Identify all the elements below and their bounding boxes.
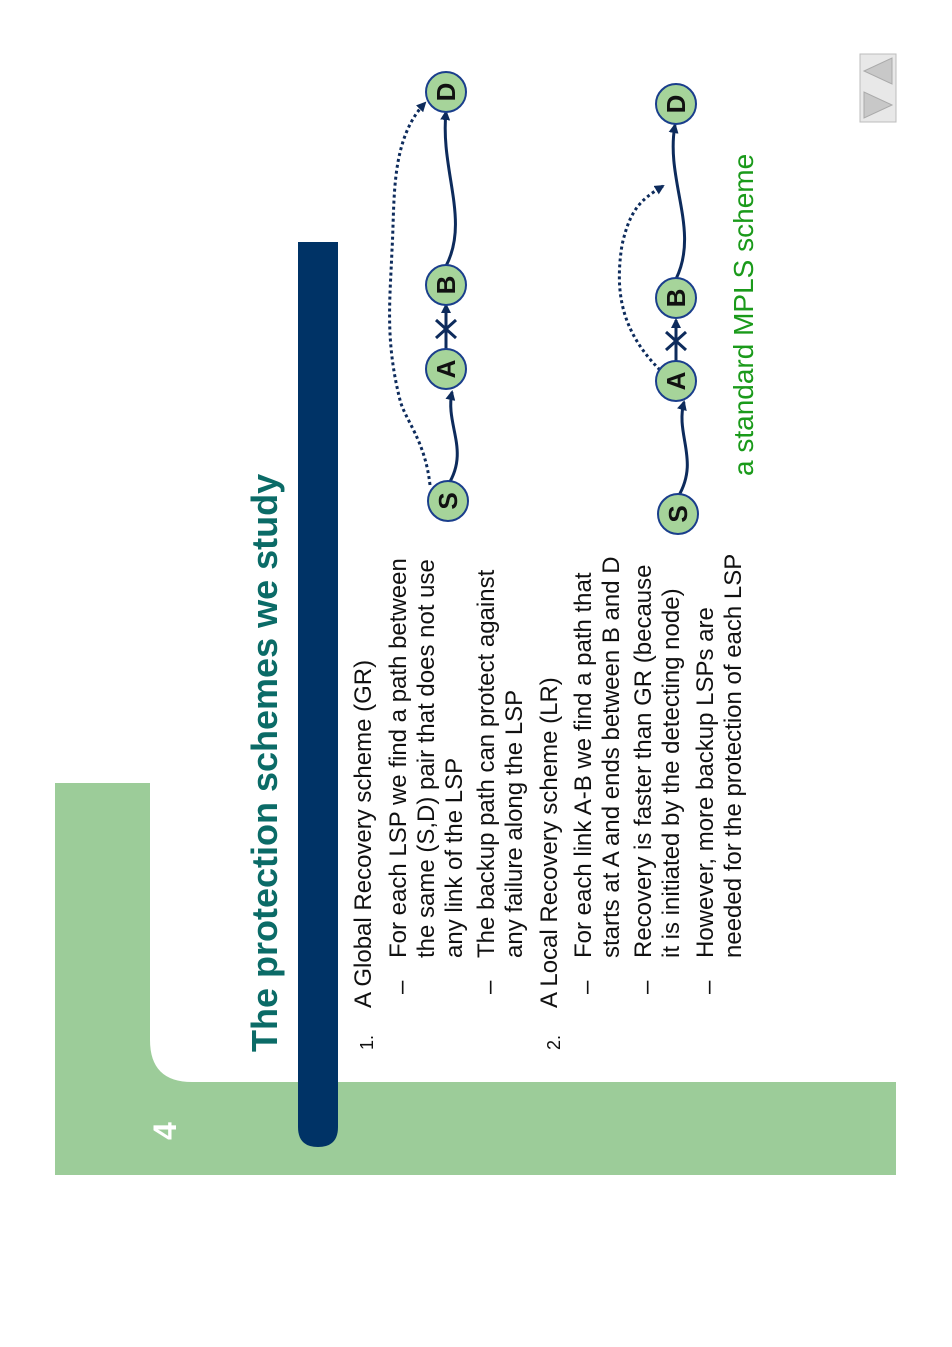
lr-primary-path bbox=[678, 402, 687, 497]
slide-title: The protection schemes we study bbox=[244, 473, 285, 1052]
sub-item-line: any failure along the LSP bbox=[501, 689, 528, 958]
sub-item-line: Recovery is faster than GR (because bbox=[630, 564, 657, 958]
gr-diagram bbox=[390, 72, 468, 521]
node-label: S bbox=[433, 492, 463, 510]
node-label: B bbox=[661, 288, 691, 308]
item-heading: A Local Recovery scheme (LR) bbox=[536, 677, 563, 1008]
nav-arrows-icon[interactable] bbox=[860, 54, 896, 122]
sub-marker: – bbox=[388, 980, 415, 994]
sub-item-line: However, more backup LSPs are bbox=[692, 607, 719, 958]
sub-marker: – bbox=[573, 980, 600, 994]
sub-item-line: For each LSP we find a path between bbox=[385, 558, 412, 958]
lr-diagram bbox=[619, 84, 698, 534]
node-label: B bbox=[431, 275, 461, 295]
node-label: D bbox=[431, 82, 461, 102]
sub-item-line: The backup path can protect against bbox=[473, 569, 500, 958]
sub-item-line: it is initiated by the detecting node) bbox=[658, 588, 685, 958]
lr-primary-path bbox=[673, 125, 684, 279]
gr-backup-path bbox=[390, 103, 430, 485]
node-label: A bbox=[661, 371, 691, 391]
item-marker: 1. bbox=[357, 1034, 377, 1050]
sub-marker: – bbox=[476, 980, 503, 994]
node-label: S bbox=[663, 505, 693, 523]
sub-item-line: For each link A-B we find a path that bbox=[570, 572, 597, 958]
navy-bar bbox=[298, 242, 338, 1147]
item-heading: A Global Recovery scheme (GR) bbox=[350, 659, 377, 1008]
sub-item-line: starts at A and ends between B and D bbox=[598, 556, 625, 958]
slide-number: 4 bbox=[147, 1122, 183, 1140]
sub-marker: – bbox=[633, 980, 660, 994]
node-label: D bbox=[661, 94, 691, 114]
sub-item-line: needed for the protection of each LSP bbox=[720, 553, 747, 958]
lr-backup-path bbox=[619, 186, 663, 370]
scheme-caption: a standard MPLS scheme bbox=[728, 153, 759, 476]
gr-primary-path bbox=[448, 392, 457, 485]
sub-marker: – bbox=[695, 980, 722, 994]
gr-primary-path bbox=[445, 112, 455, 266]
item-marker: 2. bbox=[544, 1034, 564, 1050]
node-label: A bbox=[431, 359, 461, 379]
sub-item-line: the same (S,D) pair that does not use bbox=[413, 559, 440, 958]
sub-item-line: any link of the LSP bbox=[441, 757, 468, 958]
